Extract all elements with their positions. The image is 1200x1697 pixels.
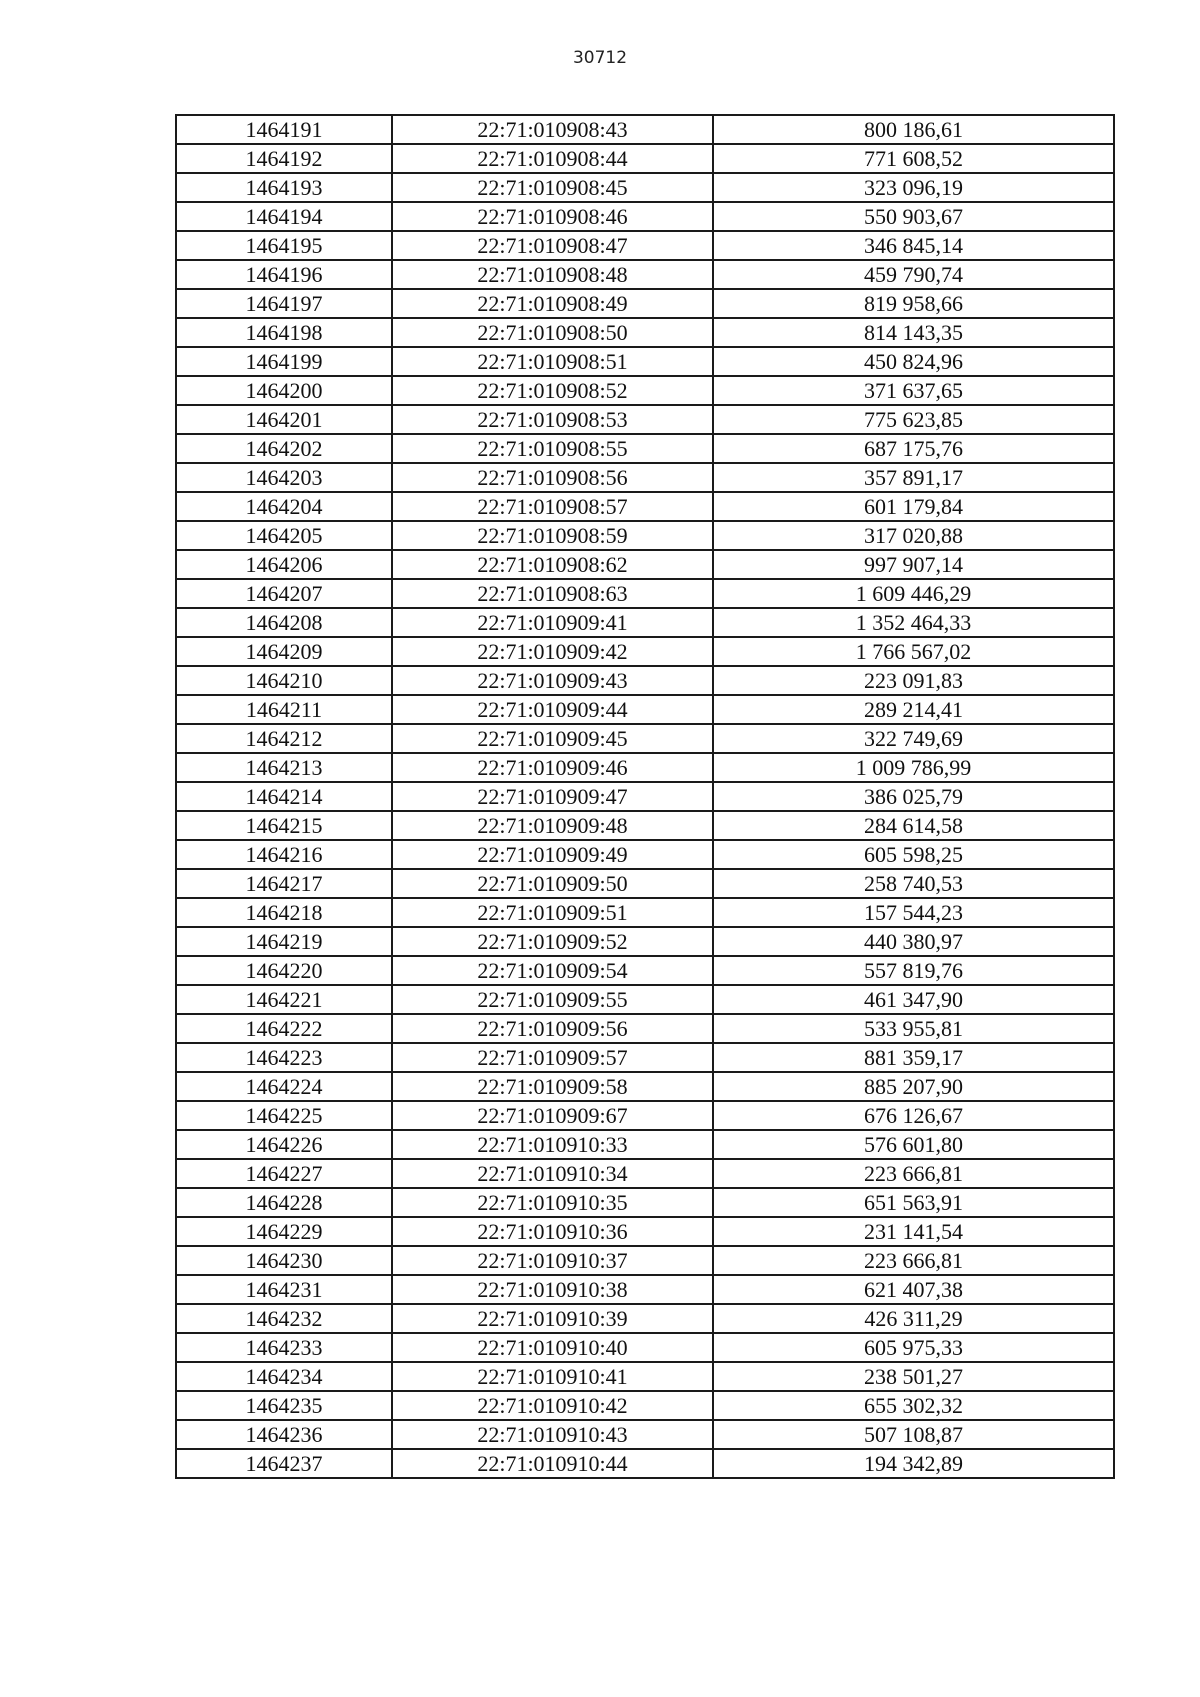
value-cell: 1 609 446,29	[713, 579, 1114, 608]
row-number-cell: 1464237	[176, 1449, 392, 1478]
value-cell: 533 955,81	[713, 1014, 1114, 1043]
table-row	[176, 1391, 1114, 1420]
row-number-cell: 1464230	[176, 1246, 392, 1275]
value-cell: 157 544,23	[713, 898, 1114, 927]
cadastral-number-cell: 22:71:010908:53	[392, 405, 713, 434]
row-number-cell: 1464220	[176, 956, 392, 985]
cadastral-number-cell: 22:71:010908:50	[392, 318, 713, 347]
table-row	[176, 115, 1114, 144]
table-row	[176, 724, 1114, 753]
cadastral-number-cell: 22:71:010908:51	[392, 347, 713, 376]
cadastral-number-cell: 22:71:010910:33	[392, 1130, 713, 1159]
table-row	[176, 318, 1114, 347]
value-cell: 371 637,65	[713, 376, 1114, 405]
table-row	[176, 811, 1114, 840]
row-number-cell: 1464197	[176, 289, 392, 318]
table-row	[176, 173, 1114, 202]
row-number-cell: 1464200	[176, 376, 392, 405]
table-row	[176, 405, 1114, 434]
cadastral-number-cell: 22:71:010908:57	[392, 492, 713, 521]
value-cell: 550 903,67	[713, 202, 1114, 231]
table-row	[176, 434, 1114, 463]
cadastral-number-cell: 22:71:010909:55	[392, 985, 713, 1014]
row-number-cell: 1464196	[176, 260, 392, 289]
row-number-cell: 1464231	[176, 1275, 392, 1304]
cadastral-number-cell: 22:71:010909:42	[392, 637, 713, 666]
table-row	[176, 1043, 1114, 1072]
table-row	[176, 637, 1114, 666]
row-number-cell: 1464222	[176, 1014, 392, 1043]
table-row	[176, 1014, 1114, 1043]
value-cell: 317 020,88	[713, 521, 1114, 550]
row-number-cell: 1464208	[176, 608, 392, 637]
table-body	[176, 115, 1114, 1478]
value-cell: 605 975,33	[713, 1333, 1114, 1362]
table-row	[176, 1362, 1114, 1391]
table-row	[176, 782, 1114, 811]
row-number-cell: 1464216	[176, 840, 392, 869]
row-number-cell: 1464233	[176, 1333, 392, 1362]
row-number-cell: 1464218	[176, 898, 392, 927]
value-cell: 322 749,69	[713, 724, 1114, 753]
cadastral-number-cell: 22:71:010908:63	[392, 579, 713, 608]
table-row	[176, 1420, 1114, 1449]
row-number-cell: 1464212	[176, 724, 392, 753]
value-cell: 231 141,54	[713, 1217, 1114, 1246]
cadastral-number-cell: 22:71:010908:48	[392, 260, 713, 289]
value-cell: 557 819,76	[713, 956, 1114, 985]
value-cell: 223 091,83	[713, 666, 1114, 695]
cadastral-number-cell: 22:71:010909:46	[392, 753, 713, 782]
row-number-cell: 1464195	[176, 231, 392, 260]
row-number-cell: 1464223	[176, 1043, 392, 1072]
value-cell: 1 009 786,99	[713, 753, 1114, 782]
value-cell: 621 407,38	[713, 1275, 1114, 1304]
table-row	[176, 1159, 1114, 1188]
table-row	[176, 463, 1114, 492]
cadastral-number-cell: 22:71:010908:46	[392, 202, 713, 231]
cadastral-number-cell: 22:71:010910:44	[392, 1449, 713, 1478]
table-row	[176, 753, 1114, 782]
value-cell: 346 845,14	[713, 231, 1114, 260]
value-cell: 440 380,97	[713, 927, 1114, 956]
value-cell: 461 347,90	[713, 985, 1114, 1014]
value-cell: 814 143,35	[713, 318, 1114, 347]
value-cell: 238 501,27	[713, 1362, 1114, 1391]
cadastral-number-cell: 22:71:010908:44	[392, 144, 713, 173]
value-cell: 258 740,53	[713, 869, 1114, 898]
row-number-cell: 1464202	[176, 434, 392, 463]
cadastral-number-cell: 22:71:010910:40	[392, 1333, 713, 1362]
value-cell: 997 907,14	[713, 550, 1114, 579]
row-number-cell: 1464191	[176, 115, 392, 144]
cadastral-number-cell: 22:71:010909:56	[392, 1014, 713, 1043]
cadastral-number-cell: 22:71:010909:50	[392, 869, 713, 898]
table-row	[176, 869, 1114, 898]
table-row	[176, 1246, 1114, 1275]
cadastral-number-cell: 22:71:010908:47	[392, 231, 713, 260]
table-row	[176, 202, 1114, 231]
table-row	[176, 608, 1114, 637]
table-row	[176, 1130, 1114, 1159]
table-row	[176, 579, 1114, 608]
value-cell: 775 623,85	[713, 405, 1114, 434]
row-number-cell: 1464227	[176, 1159, 392, 1188]
table-row	[176, 376, 1114, 405]
cadastral-number-cell: 22:71:010908:45	[392, 173, 713, 202]
row-number-cell: 1464215	[176, 811, 392, 840]
table-row	[176, 840, 1114, 869]
cadastral-number-cell: 22:71:010909:67	[392, 1101, 713, 1130]
row-number-cell: 1464224	[176, 1072, 392, 1101]
value-cell: 676 126,67	[713, 1101, 1114, 1130]
cadastral-number-cell: 22:71:010908:56	[392, 463, 713, 492]
value-cell: 800 186,61	[713, 115, 1114, 144]
cadastral-number-cell: 22:71:010909:57	[392, 1043, 713, 1072]
row-number-cell: 1464234	[176, 1362, 392, 1391]
value-cell: 386 025,79	[713, 782, 1114, 811]
cadastral-number-cell: 22:71:010908:59	[392, 521, 713, 550]
table-row	[176, 898, 1114, 927]
row-number-cell: 1464225	[176, 1101, 392, 1130]
row-number-cell: 1464199	[176, 347, 392, 376]
table-row	[176, 492, 1114, 521]
table-row	[176, 347, 1114, 376]
table-row	[176, 695, 1114, 724]
row-number-cell: 1464201	[176, 405, 392, 434]
cadastral-number-cell: 22:71:010909:45	[392, 724, 713, 753]
row-number-cell: 1464211	[176, 695, 392, 724]
value-cell: 819 958,66	[713, 289, 1114, 318]
cadastral-number-cell: 22:71:010910:38	[392, 1275, 713, 1304]
table-row	[176, 1275, 1114, 1304]
cadastral-number-cell: 22:71:010908:49	[392, 289, 713, 318]
table-row	[176, 521, 1114, 550]
row-number-cell: 1464219	[176, 927, 392, 956]
row-number-cell: 1464236	[176, 1420, 392, 1449]
row-number-cell: 1464226	[176, 1130, 392, 1159]
row-number-cell: 1464204	[176, 492, 392, 521]
cadastral-number-cell: 22:71:010910:39	[392, 1304, 713, 1333]
value-cell: 881 359,17	[713, 1043, 1114, 1072]
value-cell: 687 175,76	[713, 434, 1114, 463]
cadastral-number-cell: 22:71:010910:35	[392, 1188, 713, 1217]
row-number-cell: 1464203	[176, 463, 392, 492]
row-number-cell: 1464232	[176, 1304, 392, 1333]
table-row	[176, 956, 1114, 985]
row-number-cell: 1464206	[176, 550, 392, 579]
table-row	[176, 927, 1114, 956]
value-cell: 194 342,89	[713, 1449, 1114, 1478]
value-cell: 459 790,74	[713, 260, 1114, 289]
cadastral-number-cell: 22:71:010908:55	[392, 434, 713, 463]
table-row	[176, 1217, 1114, 1246]
value-cell: 284 614,58	[713, 811, 1114, 840]
value-cell: 1 352 464,33	[713, 608, 1114, 637]
table-row	[176, 1449, 1114, 1478]
table-row	[176, 550, 1114, 579]
cadastral-number-cell: 22:71:010909:44	[392, 695, 713, 724]
value-cell: 223 666,81	[713, 1246, 1114, 1275]
cadastral-number-cell: 22:71:010910:42	[392, 1391, 713, 1420]
value-cell: 655 302,32	[713, 1391, 1114, 1420]
row-number-cell: 1464229	[176, 1217, 392, 1246]
row-number-cell: 1464194	[176, 202, 392, 231]
data-table	[175, 114, 1115, 1479]
cadastral-number-cell: 22:71:010909:49	[392, 840, 713, 869]
cadastral-number-cell: 22:71:010909:52	[392, 927, 713, 956]
table-row	[176, 289, 1114, 318]
row-number-cell: 1464192	[176, 144, 392, 173]
value-cell: 507 108,87	[713, 1420, 1114, 1449]
value-cell: 576 601,80	[713, 1130, 1114, 1159]
row-number-cell: 1464193	[176, 173, 392, 202]
value-cell: 357 891,17	[713, 463, 1114, 492]
table-row	[176, 1333, 1114, 1362]
page-number: 30712	[572, 48, 628, 68]
row-number-cell: 1464214	[176, 782, 392, 811]
cadastral-number-cell: 22:71:010909:41	[392, 608, 713, 637]
value-cell: 885 207,90	[713, 1072, 1114, 1101]
row-number-cell: 1464217	[176, 869, 392, 898]
row-number-cell: 1464198	[176, 318, 392, 347]
value-cell: 223 666,81	[713, 1159, 1114, 1188]
cadastral-number-cell: 22:71:010910:34	[392, 1159, 713, 1188]
row-number-cell: 1464210	[176, 666, 392, 695]
cadastral-number-cell: 22:71:010909:43	[392, 666, 713, 695]
table-row	[176, 231, 1114, 260]
cadastral-number-cell: 22:71:010909:58	[392, 1072, 713, 1101]
value-cell: 323 096,19	[713, 173, 1114, 202]
row-number-cell: 1464213	[176, 753, 392, 782]
cadastral-number-cell: 22:71:010909:51	[392, 898, 713, 927]
table-row	[176, 1188, 1114, 1217]
row-number-cell: 1464205	[176, 521, 392, 550]
value-cell: 771 608,52	[713, 144, 1114, 173]
cadastral-number-cell: 22:71:010909:48	[392, 811, 713, 840]
cadastral-number-cell: 22:71:010910:37	[392, 1246, 713, 1275]
value-cell: 1 766 567,02	[713, 637, 1114, 666]
row-number-cell: 1464235	[176, 1391, 392, 1420]
table-row	[176, 1072, 1114, 1101]
table-row	[176, 144, 1114, 173]
cadastral-number-cell: 22:71:010908:43	[392, 115, 713, 144]
table-row	[176, 260, 1114, 289]
value-cell: 601 179,84	[713, 492, 1114, 521]
cadastral-number-cell: 22:71:010908:52	[392, 376, 713, 405]
value-cell: 450 824,96	[713, 347, 1114, 376]
value-cell: 289 214,41	[713, 695, 1114, 724]
value-cell: 426 311,29	[713, 1304, 1114, 1333]
cadastral-number-cell: 22:71:010910:41	[392, 1362, 713, 1391]
cadastral-number-cell: 22:71:010908:62	[392, 550, 713, 579]
row-number-cell: 1464207	[176, 579, 392, 608]
table-row	[176, 985, 1114, 1014]
row-number-cell: 1464221	[176, 985, 392, 1014]
cadastral-number-cell: 22:71:010910:36	[392, 1217, 713, 1246]
cadastral-number-cell: 22:71:010909:54	[392, 956, 713, 985]
value-cell: 605 598,25	[713, 840, 1114, 869]
value-cell: 651 563,91	[713, 1188, 1114, 1217]
table-row	[176, 1101, 1114, 1130]
cadastral-number-cell: 22:71:010909:47	[392, 782, 713, 811]
row-number-cell: 1464228	[176, 1188, 392, 1217]
table-row	[176, 1304, 1114, 1333]
row-number-cell: 1464209	[176, 637, 392, 666]
cadastral-number-cell: 22:71:010910:43	[392, 1420, 713, 1449]
table-row	[176, 666, 1114, 695]
